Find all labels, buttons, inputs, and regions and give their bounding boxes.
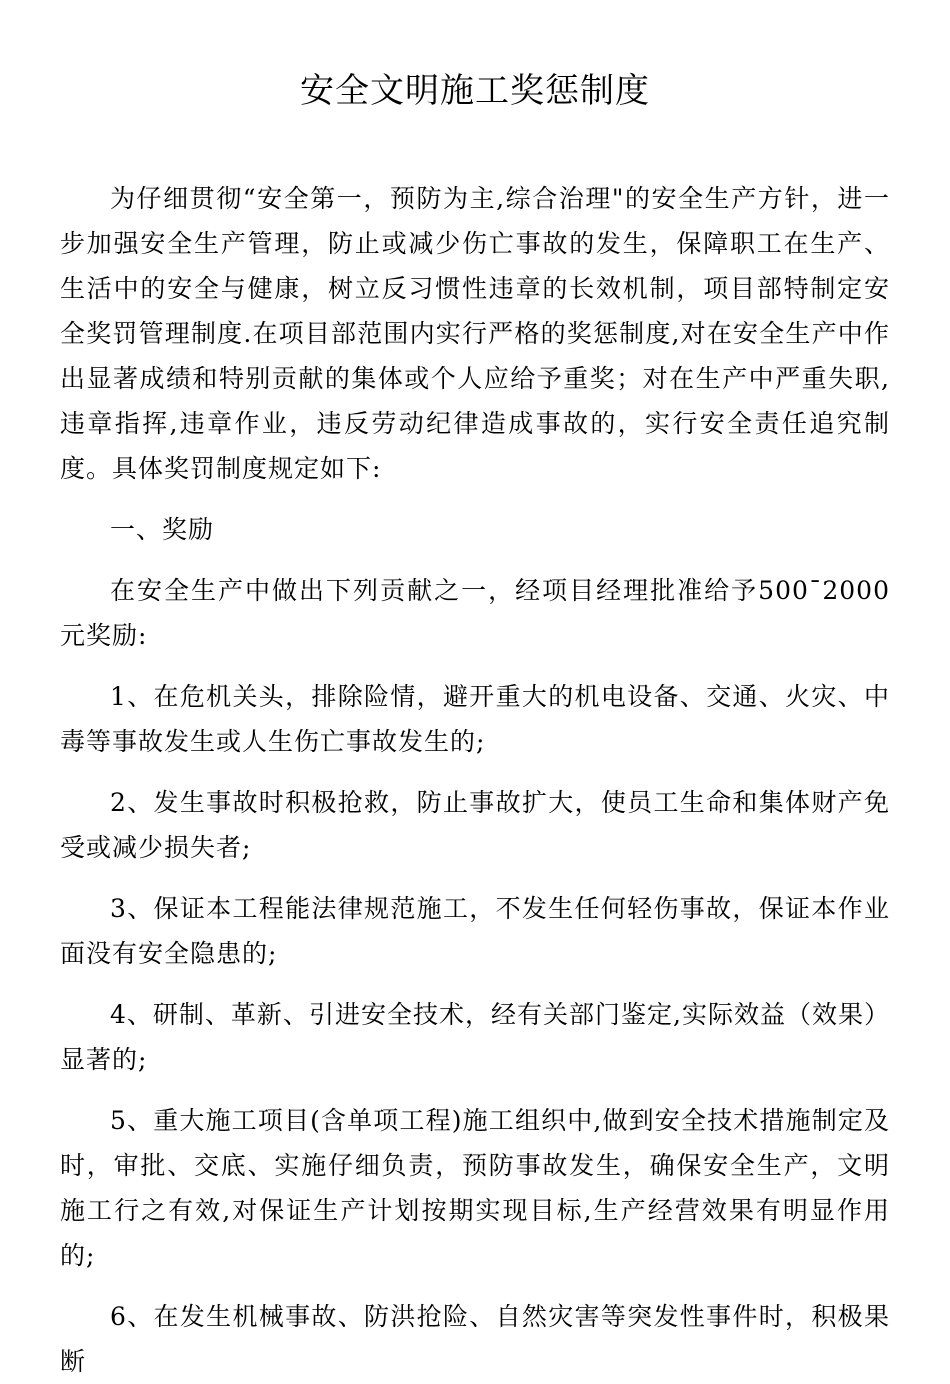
reward-item-6: 6、在发生机械事故、防洪抢险、自然灾害等突发性事件时，积极果断 bbox=[60, 1302, 890, 1376]
rewards-intro-paragraph: 在安全生产中做出下列贡献之一，经项目经理批准给予500¯2000元奖励: bbox=[60, 576, 890, 650]
reward-item-4: 4、研制、革新、引进安全技术，经有关部门鉴定,实际效益（效果）显著的; bbox=[60, 1000, 890, 1074]
reward-item-2: 2、发生事故时积极抢救，防止事故扩大，使员工生命和集体财产免受或减少损失者; bbox=[60, 788, 890, 862]
intro-paragraph: 为仔细贯彻“安全第一，预防为主,综合治理"的安全生产方针，进一步加强安全生产管理，防止或减少伤亡事故的发生，保障职工在生产、生活中的安全与健康，树立反习惯性违章的长效机制，项目部特制定安全奖罚管理制度.在项目部范围内实行严格的奖惩制度,对在安全生产中作出显著成绩和特别贡献的集体或个人应给予重奖；对在生产中严重失职,违章指挥,违章作业，违反劳动纪律造成事故的，实行安全责任追究制度。具体奖罚制度规定如下: bbox=[60, 184, 890, 483]
reward-item-3: 3、保证本工程能法律规范施工，不发生任何轻伤事故，保证本作业面没有安全隐患的; bbox=[60, 894, 890, 968]
page-title: 安全文明施工奖惩制度 bbox=[300, 71, 650, 111]
reward-item-1: 1、在危机关头，排除险情，避开重大的机电设备、交通、火灾、中毒等事故发生或人生伤亡事故发生的; bbox=[60, 682, 890, 756]
reward-item-5: 5、重大施工项目(含单项工程)施工组织中,做到安全技术措施制定及时，审批、交底、实施仔细负责，预防事故发生，确保安全生产，文明施工行之有效,对保证生产计划按期实现目标,生产经营效果有明显作用的; bbox=[60, 1106, 890, 1270]
section-heading-rewards: 一、奖励 bbox=[110, 515, 215, 544]
